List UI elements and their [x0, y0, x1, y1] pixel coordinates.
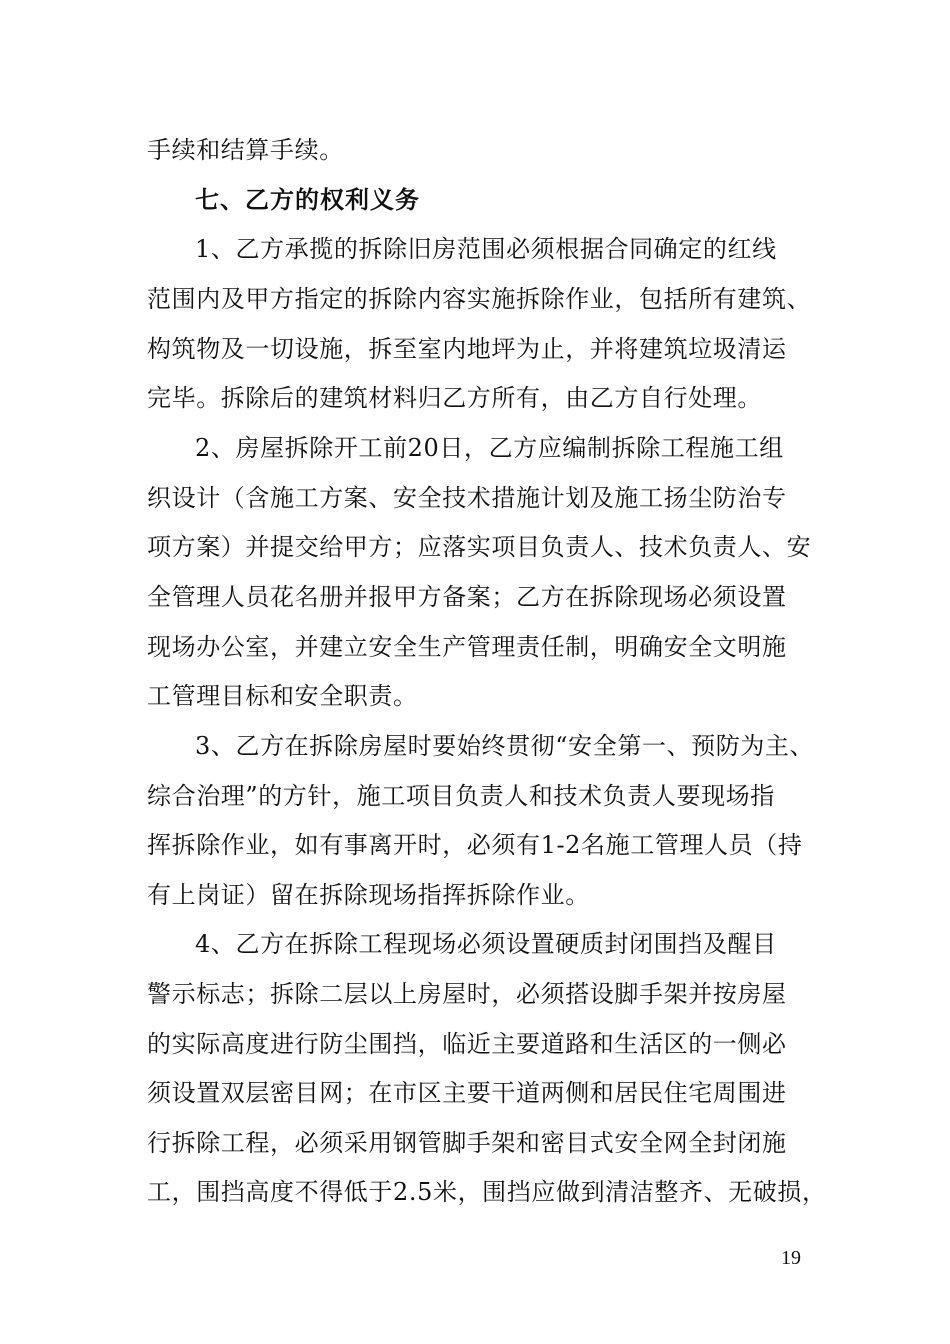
text-line: 的实际高度进行防尘围挡，临近主要道路和生活区的一侧必: [147, 1030, 787, 1058]
text-line: 构筑物及一切设施，拆至室内地坪为止，并将建筑垃圾清运: [147, 335, 787, 363]
text-line: 警示标志；拆除二层以上房屋时，必须搭设脚手架并按房屋: [147, 980, 787, 1008]
text-line: 有上岗证）留在拆除现场指挥拆除作业。: [147, 881, 590, 909]
text-line: 织设计（含施工方案、安全技术措施计划及施工扬尘防治专: [147, 484, 787, 512]
text-line: 工，围挡高度不得低于2.5米，围挡应做到清洁整齐、无破损，: [147, 1178, 827, 1206]
text-line: 完毕。拆除后的建筑材料归乙方所有，由乙方自行处理。: [147, 384, 762, 412]
text-line: 项方案）并提交给甲方；应落实项目负责人、技术负责人、安: [147, 533, 812, 561]
text-line: 工管理目标和安全职责。: [147, 682, 418, 710]
text-line: 4、乙方在拆除工程现场必须设置硬质封闭围挡及醒目: [195, 930, 777, 958]
page-number: 19: [781, 1247, 801, 1269]
text-line: 行拆除工程，必须采用钢管脚手架和密目式安全网全封闭施: [147, 1129, 787, 1157]
text-line: 现场办公室，并建立安全生产管理责任制，明确安全文明施: [147, 633, 787, 661]
text-line: 1、乙方承揽的拆除旧房范围必须根据合同确定的红线: [195, 235, 777, 263]
text-line: 手续和结算手续。: [147, 136, 344, 164]
text-line: 2、房屋拆除开工前20日，乙方应编制拆除工程施工组: [195, 434, 784, 462]
text-line: 全管理人员花名册并报甲方备案；乙方在拆除现场必须设置: [147, 583, 787, 611]
text-line: 综合治理”的方针，施工项目负责人和技术负责人要现场指: [147, 782, 775, 810]
text-line: 3、乙方在拆除房屋时要始终贯彻“安全第一、预防为主、: [195, 732, 815, 760]
text-line: 挥拆除作业，如有事离开时，必须有1-2名施工管理人员（持: [147, 831, 803, 859]
section-heading: 七、乙方的权利义务: [195, 186, 420, 214]
text-line: 范围内及甲方指定的拆除内容实施拆除作业，包括所有建筑、: [147, 285, 812, 313]
text-line: 须设置双层密目网；在市区主要干道两侧和居民住宅周围进: [147, 1079, 787, 1107]
